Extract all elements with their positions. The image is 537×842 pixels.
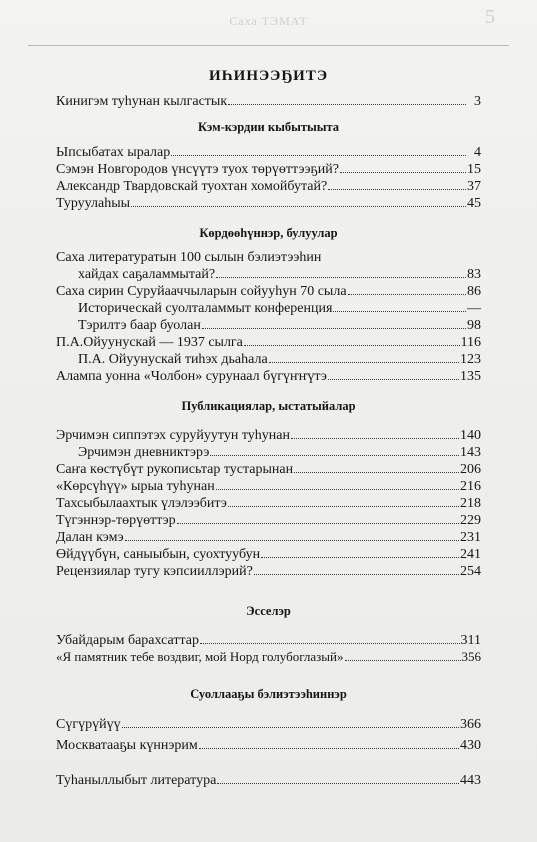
- toc-entry-intro[interactable]: [56, 93, 481, 110]
- section-heading-chronology: Кэм-кэрдии кыбытыыта: [197, 120, 340, 134]
- entry-title: Тэрилтэ баар буолан: [78, 318, 201, 333]
- toc-entry[interactable]: [56, 317, 481, 334]
- toc-entry[interactable]: [56, 563, 481, 580]
- dot-leader: [228, 93, 466, 105]
- entry-page: 206: [460, 462, 481, 477]
- entry-title: «Көрсүһүү» ырыа туһунан: [56, 479, 215, 494]
- dot-leader: [328, 178, 466, 190]
- dot-leader: [269, 351, 459, 363]
- toc-entry[interactable]: [56, 144, 481, 161]
- toc-entry[interactable]: [56, 283, 481, 300]
- entry-page: 231: [460, 530, 481, 545]
- entry-title: Александр Твардовскай туохтан хомойбутай?: [56, 179, 328, 194]
- entry-page: 443: [460, 773, 481, 788]
- section-heading-essays: Эсселэр: [246, 604, 291, 618]
- entry-page: 123: [460, 352, 481, 367]
- entry-title: Алампа уонна «Чолбон» сурунаал бүгүҥҥүтэ: [56, 369, 327, 384]
- entry-page: 366: [460, 717, 481, 732]
- entry-title: П.А.Ойуунускай — 1937 сылга: [56, 335, 243, 350]
- dot-leader: [345, 649, 461, 661]
- entry-page: 140: [460, 428, 481, 443]
- entry-title: П.А. Ойуунускай тиһэх дьаһала: [78, 352, 268, 367]
- dot-leader: [294, 461, 459, 473]
- dot-leader: [216, 266, 466, 278]
- toc-entry[interactable]: [56, 368, 481, 385]
- page-marker: 5: [485, 6, 495, 28]
- dot-leader: [200, 632, 460, 644]
- entry-page: 229: [460, 513, 481, 528]
- section-heading-findings: Көрдөөһүннэр, булуулар: [199, 226, 338, 240]
- dot-leader: [125, 529, 459, 541]
- entry-page: 241: [460, 547, 481, 562]
- toc-entry[interactable]: [56, 161, 481, 178]
- entry-title: Далан кэмэ: [56, 530, 124, 545]
- entry-title: Ыпсыбатах ыралар: [56, 145, 171, 160]
- running-head: Саха ТЭМАТ: [229, 14, 308, 28]
- toc-entry[interactable]: [56, 461, 481, 478]
- toc-entry[interactable]: [56, 495, 481, 512]
- dot-leader: [122, 716, 459, 728]
- entry-page: 37: [467, 179, 481, 194]
- entry-page: 98: [467, 318, 481, 333]
- toc-title: ИҺИНЭЭҔИТЭ: [208, 68, 329, 84]
- toc-entry[interactable]: [56, 334, 481, 351]
- dot-leader: [216, 478, 459, 490]
- entry-title: Эрчимэн дневниктэрэ: [78, 445, 210, 460]
- dot-leader: [199, 737, 459, 749]
- header-rule: [28, 45, 509, 46]
- entry-title: «Я памятник тебе воздвиг, мой Норд голубоглазый»: [56, 649, 344, 664]
- toc-entry[interactable]: [56, 178, 481, 195]
- entry-title: Историческай суолталаммыт конференция: [78, 301, 333, 316]
- dot-leader: [254, 563, 459, 575]
- entry-page: 15: [467, 162, 481, 177]
- toc-entry[interactable]: [56, 300, 481, 317]
- toc-entry[interactable]: [56, 529, 481, 546]
- dot-leader: [261, 546, 459, 558]
- section-heading-travel-notes: Суоллааҕы бэлиэтээһиннэр: [190, 687, 347, 701]
- dot-leader: [131, 195, 466, 207]
- entry-title: Өйдүүбүн, саныыбын, суохтуубун: [56, 547, 261, 562]
- entry-page: 311: [460, 633, 481, 648]
- entry-title: Москватааҕы күннэрим: [56, 738, 198, 753]
- dot-leader: [291, 427, 459, 439]
- entry-page: 83: [467, 267, 481, 282]
- entry-page: 356: [461, 649, 481, 664]
- toc-entry[interactable]: [56, 195, 481, 212]
- toc-entry[interactable]: [56, 427, 481, 444]
- toc-entry[interactable]: [56, 351, 481, 368]
- toc-entry[interactable]: [56, 444, 481, 461]
- entry-page: 216: [460, 479, 481, 494]
- entry-page: 86: [467, 284, 481, 299]
- entry-title: Рецензиялар тугу кэпсииллэрий?: [56, 564, 253, 579]
- dot-leader: [340, 161, 466, 173]
- dot-leader: [328, 368, 459, 380]
- toc-entry[interactable]: [56, 716, 481, 733]
- dot-leader: [210, 444, 459, 456]
- entry-title: Эрчимэн сиппэтэх суруйуутун туһунан: [56, 428, 290, 443]
- dot-leader: [171, 144, 466, 156]
- dot-leader: [244, 334, 460, 346]
- entry-title: Убайдарым барахсаттар: [56, 633, 199, 648]
- entry-page: —: [467, 301, 481, 316]
- toc-entry[interactable]: [56, 649, 481, 665]
- toc-entry[interactable]: [56, 512, 481, 529]
- entry-page: 45: [467, 196, 481, 211]
- entry-title: Туруулаһыы: [56, 196, 131, 211]
- toc-entry-bibliography[interactable]: [56, 772, 481, 789]
- entry-page: 430: [460, 738, 481, 753]
- entry-title: Түгэннэр-төрүөттэр: [56, 513, 176, 528]
- entry-page: 143: [460, 445, 481, 460]
- toc-entry[interactable]: [56, 546, 481, 563]
- toc-entry[interactable]: [56, 478, 481, 495]
- section-heading-publications: Публикациялар, ыстатыйалар: [181, 399, 356, 413]
- table-of-contents: [56, 68, 481, 789]
- toc-entry[interactable]: [56, 737, 481, 754]
- entry-title-line: Саха литературатын 100 сылын бэлиэтээһин: [56, 250, 322, 265]
- dot-leader: [217, 772, 459, 784]
- toc-entry[interactable]: [56, 266, 481, 283]
- entry-page: 116: [460, 335, 481, 350]
- entry-title: Кинигэм туһунан кылгастык: [56, 94, 228, 109]
- entry-title-continued: хайдах саҕаламмытай?: [78, 267, 216, 282]
- dot-leader: [177, 512, 459, 524]
- entry-title: Сэмэн Новгородов үнсүүтэ туох төрүөттээҕий?: [56, 162, 339, 177]
- entry-page: 3: [474, 94, 481, 109]
- dot-leader: [228, 495, 459, 507]
- entry-page: 4: [474, 145, 481, 160]
- toc-entry[interactable]: [56, 632, 481, 649]
- entry-title: Туһаныллыбыт литература: [56, 773, 217, 788]
- entry-title: Сүгүрүйүү: [56, 717, 121, 732]
- entry-page: 218: [460, 496, 481, 511]
- entry-page: 254: [460, 564, 481, 579]
- dot-leader: [348, 283, 466, 295]
- entry-title: Тахсыбылаахтык үлэлээбитэ: [56, 496, 227, 511]
- dot-leader: [202, 317, 466, 329]
- entry-title: Саха сирин Суруйааччыларын сойууһун 70 сыла: [56, 284, 347, 299]
- entry-page: 135: [460, 369, 481, 384]
- dot-leader: [333, 300, 466, 312]
- entry-title: Саҥа көстүбүт рукописьтар тустарынан: [56, 462, 294, 477]
